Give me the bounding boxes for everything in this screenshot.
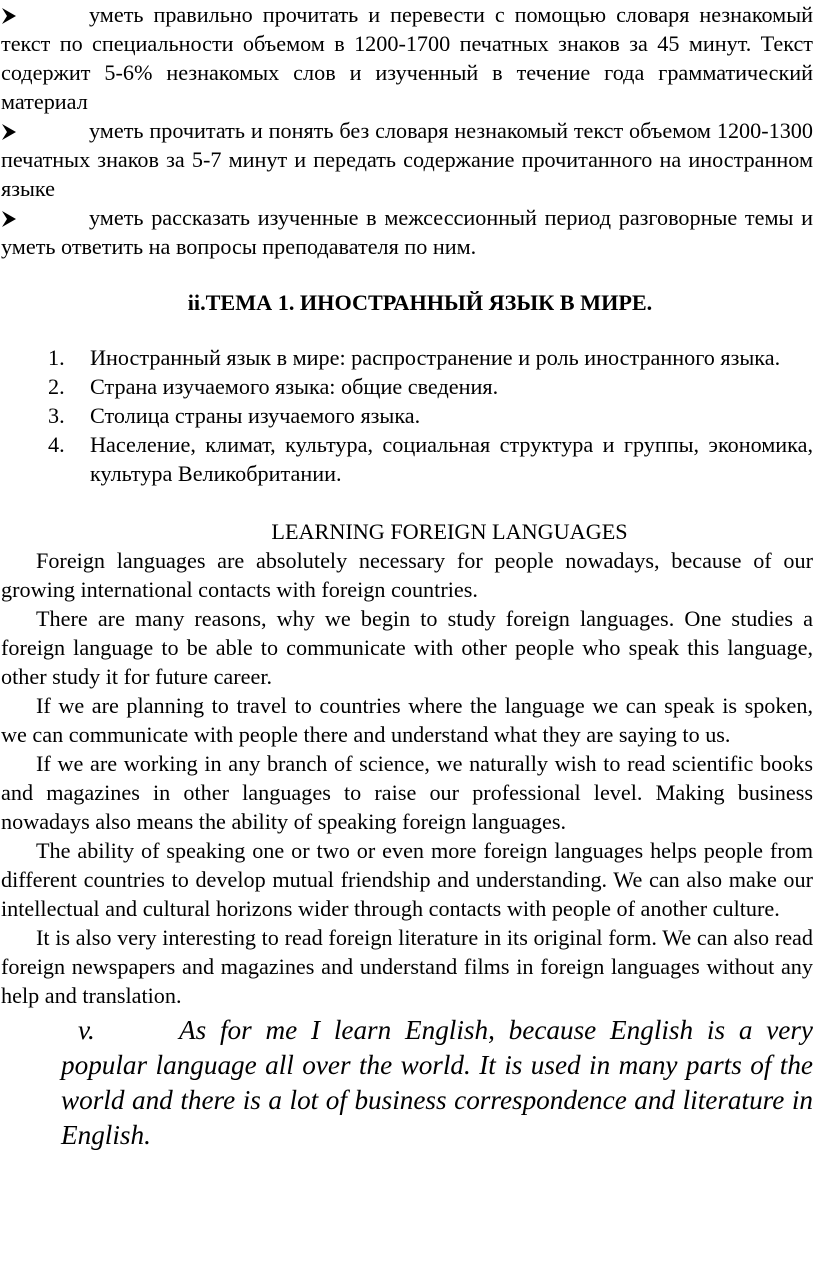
text-title: LEARNING FOREIGN LANGUAGES <box>271 519 628 544</box>
text-body <box>1 546 813 1010</box>
list-number: 2. <box>48 374 65 399</box>
arrow-bullet-icon <box>1 116 89 145</box>
list-item-text: Население, климат, культура, социальная структура и группы, экономика, культура Великобритании. <box>90 432 813 486</box>
paragraph: The ability of speaking one or two or even more foreign languages helps people from different countries to develop mutual friendship and understanding. We can also make our intellectual and cultural horizons wider through contacts with people of another culture. <box>1 838 813 921</box>
section-title: ii.ТЕМА 1. ИНОСТРАННЫЙ ЯЗЫК В МИРЕ. <box>187 290 653 315</box>
list-item <box>1 401 813 430</box>
arrow-bullet-icon <box>1 0 89 29</box>
italic-conclusion <box>61 1013 813 1153</box>
bullet-text: уметь прочитать и понять без словаря незнакомый текст объемом 1200-1300 печатных знаков за 5-7 минут и передать содержание прочитанного на иностранном языке <box>1 118 813 201</box>
roman-numeral-marker: v. <box>78 1015 95 1045</box>
paragraph: If we are planning to travel to countries where the language we can speak is spoken, we can communicate with people there and understand what they are saying to us. <box>1 693 813 747</box>
list-number: 3. <box>48 403 65 428</box>
paragraph: If we are working in any branch of science, we naturally wish to read scientific books and magazines in other languages to raise our professional level. Making business nowadays also means the ability of speaking foreign languages. <box>1 751 813 834</box>
paragraph: It is also very interesting to read foreign literature in its original form. We can also read foreign newspapers and magazines and understand films in foreign languages without any help and translation. <box>1 925 813 1008</box>
bullet-item <box>1 203 813 261</box>
topics-list <box>1 343 813 488</box>
list-item <box>1 343 813 372</box>
list-item-text: Столица страны изучаемого языка. <box>90 403 421 428</box>
list-number: 4. <box>48 432 65 457</box>
list-number: 1. <box>48 345 65 370</box>
bullet-text: уметь рассказать изученные в межсессионный период разговорные темы и уметь ответить на вопросы преподавателя по ним. <box>1 205 813 259</box>
list-item-text: Страна изучаемого языка: общие сведения. <box>90 374 499 399</box>
list-item <box>1 430 813 488</box>
list-item-text: Иностранный язык в мире: распространение и роль иностранного языка. <box>90 345 781 370</box>
bullet-item <box>1 0 813 116</box>
paragraph: There are many reasons, why we begin to study foreign languages. One studies a foreign language to be able to communicate with other people who speak this language, other study it for future career. <box>1 606 813 689</box>
bullet-text: уметь правильно прочитать и перевести с помощью словаря незнакомый текст по специальности объемом в 1200-1700 печатных знаков за 45 минут. Текст содержит 5-6% незнакомых слов и изученный в течение года грамматический материал <box>1 2 813 114</box>
list-item <box>1 372 813 401</box>
conclusion-text: As for me I learn English, because English is a very popular language all over the world. It is used in many parts of the world and there is a lot of business correspondence and literature in English. <box>61 1015 813 1150</box>
skills-bullet-list <box>1 0 813 261</box>
bullet-item <box>1 116 813 203</box>
arrow-bullet-icon <box>1 203 89 232</box>
paragraph: Foreign languages are absolutely necessary for people nowadays, because of our growing international contacts with foreign countries. <box>1 548 813 602</box>
